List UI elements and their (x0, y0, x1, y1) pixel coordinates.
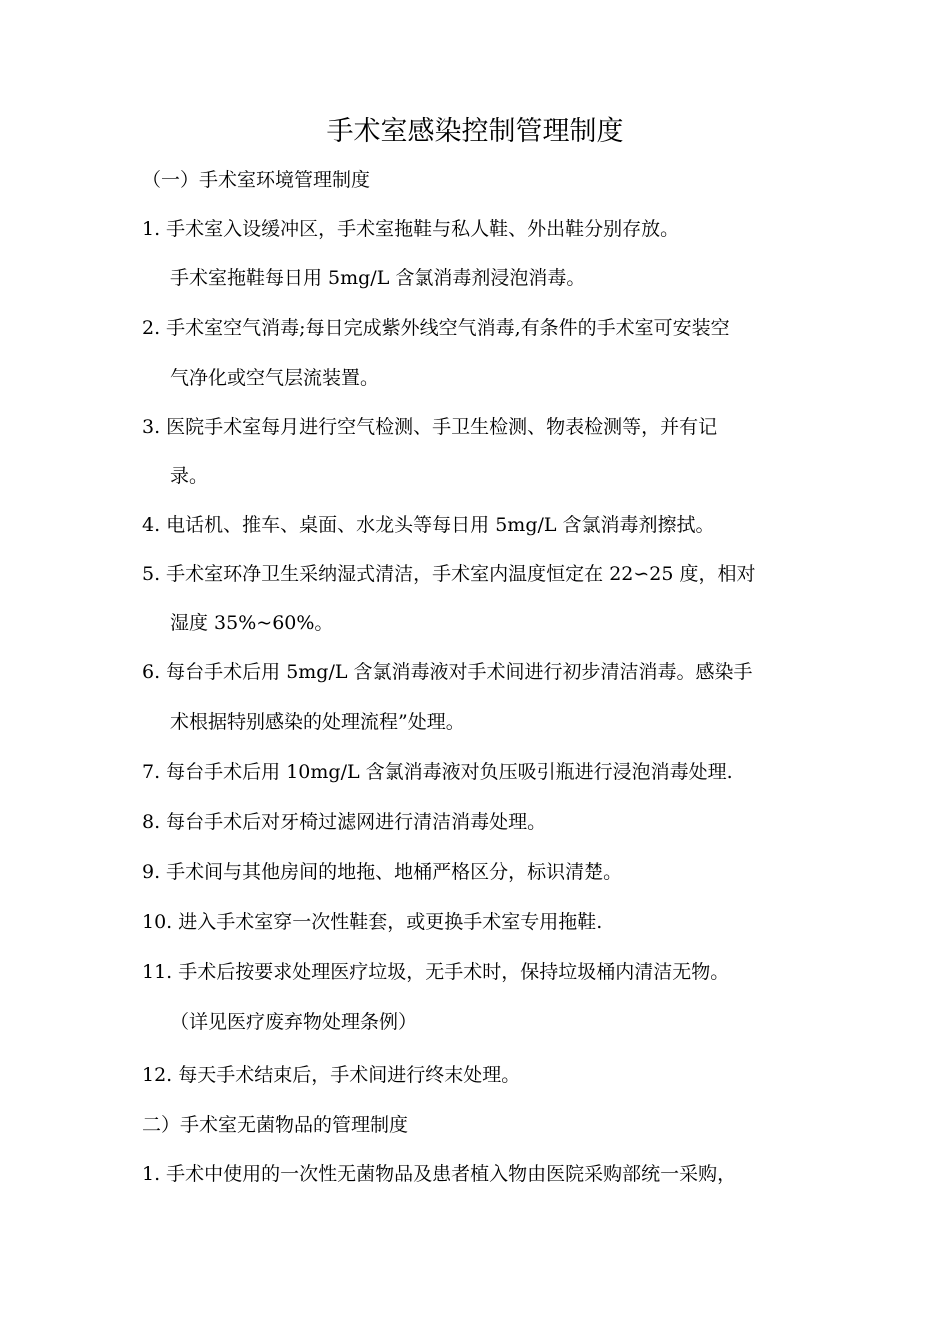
rule-item-2-continued: 气净化或空气层流装置。 (170, 367, 380, 389)
rule-item-9: 9. 手术间与其他房间的地拖、地桶严格区分，标识清楚。 (142, 861, 623, 883)
rule-item-8: 8. 每台手术后对牙椅过滤网进行清洁消毒处理。 (142, 811, 547, 833)
rule-item-10: 10. 进入手术室穿一次性鞋套，或更换手术室专用拖鞋. (142, 911, 603, 933)
rule-item-11: 11. 手术后按要求处理医疗垃圾，无手术时，保持垃圾桶内清洁无物。 (142, 961, 730, 983)
rule-item-2: 2. 手术室空气消毒;每日完成紫外线空气消毒,有条件的手术室可安装空 (142, 317, 730, 339)
rule-item-7: 7. 每台手术后用 10mg/L 含氯消毒液对负压吸引瓶进行浸泡消毒处理. (142, 761, 733, 783)
rule-item-11-continued: （详见医疗废弃物处理条例） (170, 1011, 418, 1033)
rule-item-4: 4. 电话机、推车、桌面、水龙头等每日用 5mg/L 含氯消毒剂擦拭。 (142, 514, 715, 536)
rule-item-5: 5. 手术室环净卫生采纳湿式清洁，手术室内温度恒定在 22∽25 度，相对 (142, 563, 756, 585)
rule-item-3: 3. 医院手术室每月进行空气检测、手卫生检测、物表检测等，并有记 (142, 416, 718, 438)
rule-item-1-continued: 手术室拖鞋每日用 5mg/L 含氯消毒剂浸泡消毒。 (170, 267, 586, 289)
rule-item-6: 6. 每台手术后用 5mg/L 含氯消毒液对手术间进行初步清洁消毒。感染手 (142, 661, 753, 683)
rule-item-1: 1. 手术室入设缓冲区，手术室拖鞋与私人鞋、外出鞋分别存放。 (142, 218, 680, 240)
section-heading-sterile-items: 二）手术室无菌物品的管理制度 (142, 1114, 409, 1136)
rule-item-5-continued: 湿度 35%~60%。 (170, 612, 334, 634)
document-title: 手术室感染控制管理制度 (326, 116, 624, 147)
rule-item-12: 12. 每天手术结束后，手术间进行终末处理。 (142, 1064, 521, 1086)
section-heading-environment: （一）手术室环境管理制度 (142, 169, 371, 191)
rule-item-6-continued: 术根据特别感染的处理流程”处理。 (170, 711, 465, 733)
rule-item-3-continued: 录。 (170, 465, 209, 487)
sterile-rule-item-1: 1. 手术中使用的一次性无菌物品及患者植入物由医院采购部统一采购， (142, 1163, 737, 1185)
